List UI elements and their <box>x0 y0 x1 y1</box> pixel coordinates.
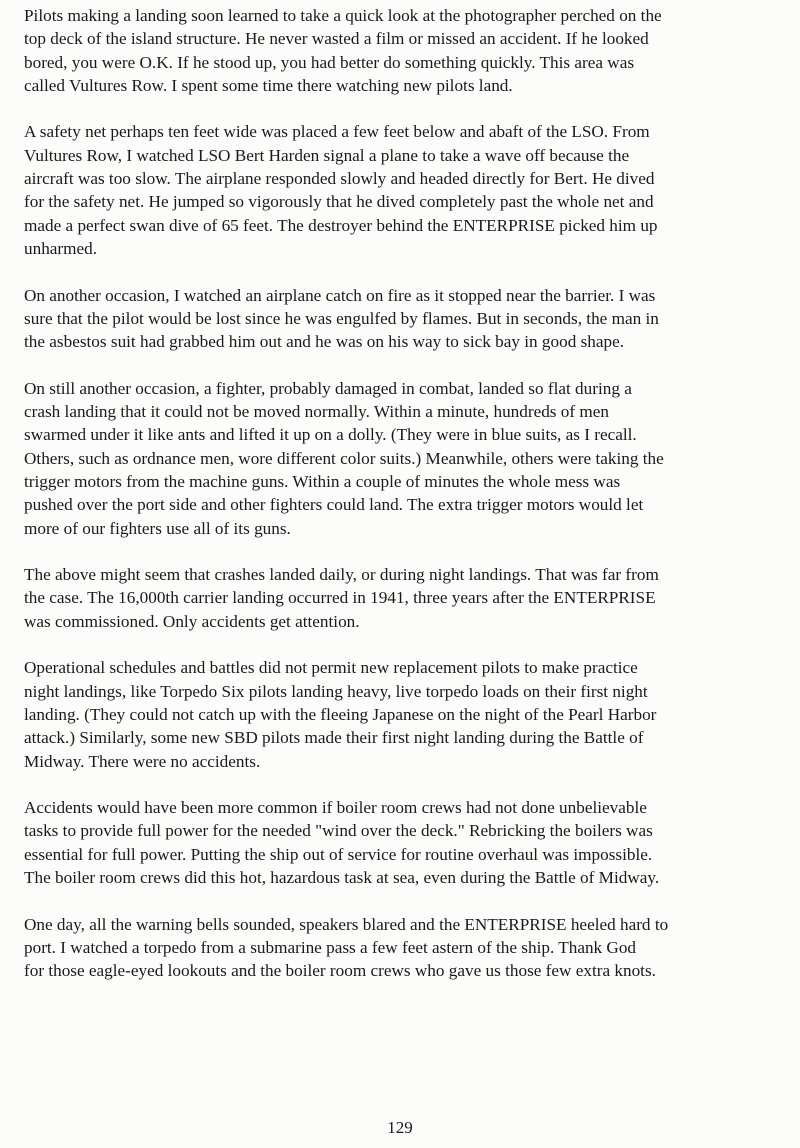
text-line: The above might seem that crashes landed daily, or during night landings. That was far from <box>24 565 659 585</box>
text-line: the case. The 16,000th carrier landing occurred in 1941, three years after the ENTERPRISE <box>24 588 656 608</box>
text-line: the asbestos suit had grabbed him out and he was on his way to sick bay in good shape. <box>24 332 625 352</box>
text-line: for those eagle-eyed lookouts and the boiler room crews who gave us those few extra knots. <box>24 961 656 981</box>
text-line: The boiler room crews did this hot, hazardous task at sea, even during the Battle of Midway. <box>24 867 660 887</box>
text-line: for the safety net. He jumped so vigorously that he dived completely past the whole net and <box>24 192 654 212</box>
text-line: sure that the pilot would be lost since he was engulfed by flames. But in seconds, the man in <box>24 308 659 328</box>
text-line: A safety net perhaps ten feet wide was placed a few feet below and abaft of the LSO. From <box>24 122 650 142</box>
paragraph-gap <box>24 260 794 283</box>
text-line: trigger motors from the machine guns. Within a couple of minutes the whole mess was <box>24 471 621 491</box>
text-line: bored, you were O.K. If he stood up, you had better do something quickly. This area was <box>24 52 635 72</box>
paragraph-gap <box>24 97 794 120</box>
text-line: was commissioned. Only accidents get attention. <box>24 611 360 631</box>
text-line: pushed over the port side and other fighters could land. The extra trigger motors would let <box>24 495 644 515</box>
text-line: made a perfect swan dive of 65 feet. The destroyer behind the ENTERPRISE picked him up <box>24 215 658 235</box>
text-line: One day, all the warning bells sounded, speakers blared and the ENTERPRISE heeled hard to <box>24 914 669 934</box>
text-line: called Vultures Row. I spent some time there watching new pilots land. <box>24 75 513 95</box>
page-number: 129 <box>387 1118 413 1137</box>
text-line: night landings, like Torpedo Six pilots landing heavy, live torpedo loads on their first night <box>24 681 648 701</box>
paragraph <box>24 120 794 260</box>
text-line: On another occasion, I watched an airplane catch on fire as it stopped near the barrier. I was <box>24 285 656 305</box>
paragraph-gap <box>24 353 794 376</box>
text-line: Others, such as ordnance men, wore different color suits.) Meanwhile, others were taking the <box>24 448 664 468</box>
text-line: On still another occasion, a fighter, probably damaged in combat, landed so flat during a <box>24 378 632 398</box>
text-line: Vultures Row, I watched LSO Bert Harden signal a plane to take a wave off because the <box>24 145 630 165</box>
text-line: unharmed. <box>24 238 98 258</box>
text-line: Pilots making a landing soon learned to take a quick look at the photographer perched on the <box>24 6 662 25</box>
text-line: swarmed under it like ants and lifted it up on a dolly. (They were in blue suits, as I recall. <box>24 425 637 445</box>
text-line: crash landing that it could not be moved normally. Within a minute, hundreds of men <box>24 402 609 422</box>
text-line: top deck of the island structure. He never wasted a film or missed an accident. If he looked <box>24 29 649 49</box>
paragraph <box>24 563 794 633</box>
paragraph <box>24 913 794 983</box>
text-line: landing. (They could not catch up with the fleeing Japanese on the night of the Pearl Harbor <box>24 704 657 724</box>
text-line: port. I watched a torpedo from a submarine pass a few feet astern of the ship. Thank God <box>24 937 637 957</box>
paragraph-gap <box>24 540 794 563</box>
text-line: Accidents would have been more common if boiler room crews had not done unbelievable <box>24 798 647 818</box>
text-line: attack.) Similarly, some new SBD pilots made their first night landing during the Battle of <box>24 728 644 748</box>
body-text <box>24 4 794 982</box>
text-line: more of our fighters use all of its guns. <box>24 518 291 538</box>
paragraph <box>24 796 794 889</box>
paragraph-gap <box>24 889 794 912</box>
text-line: aircraft was too slow. The airplane responded slowly and headed directly for Bert. He dived <box>24 169 655 189</box>
text-line: Midway. There were no accidents. <box>24 751 261 771</box>
paragraph-gap <box>24 773 794 796</box>
paragraph <box>24 656 794 772</box>
paragraph <box>24 284 794 354</box>
paragraph <box>24 377 794 540</box>
paragraph-gap <box>24 633 794 656</box>
text-line: essential for full power. Putting the ship out of service for routine overhaul was impossible. <box>24 844 653 864</box>
text-line: tasks to provide full power for the needed "wind over the deck." Rebricking the boilers was <box>24 821 653 841</box>
text-line: Operational schedules and battles did not permit new replacement pilots to make practice <box>24 658 638 678</box>
paragraph <box>24 4 794 97</box>
